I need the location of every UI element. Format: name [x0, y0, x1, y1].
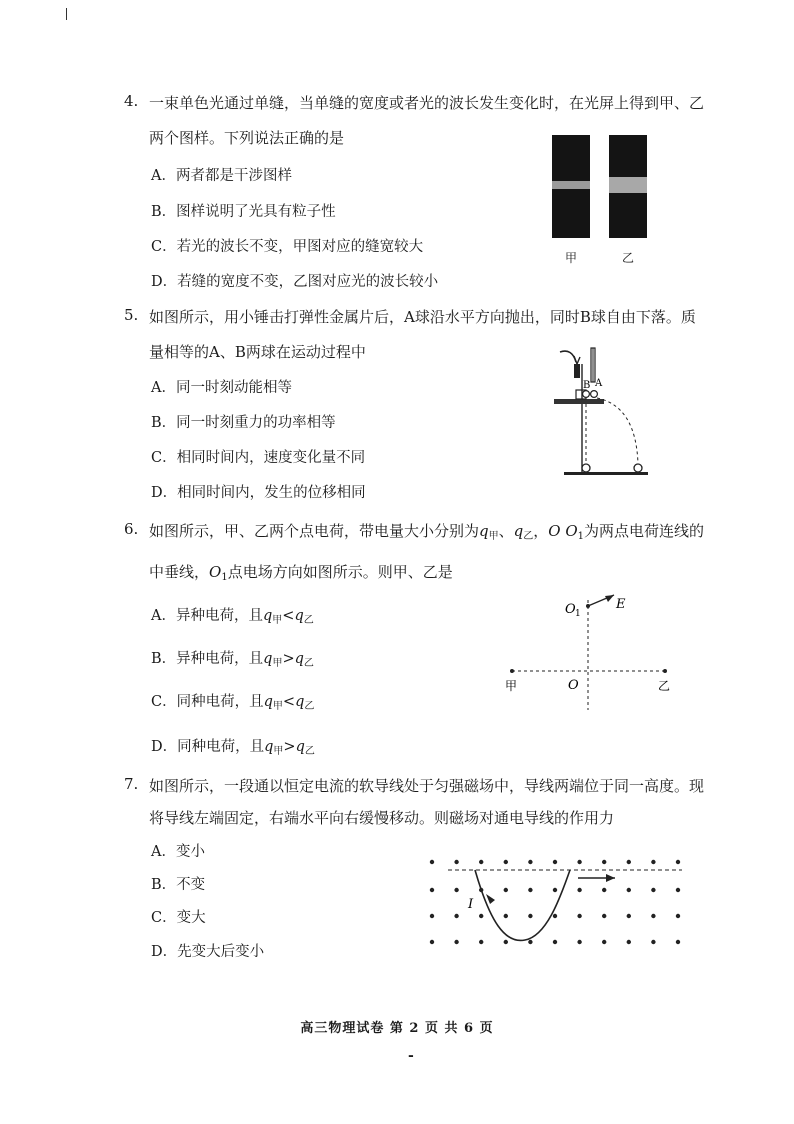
- q4-stem-line1: 一束单色光通过单缝，当单缝的宽度或者光的波长发生变化时，在光屏上得到甲、乙: [149, 94, 705, 112]
- field-dot: [504, 940, 508, 944]
- q6-label-yi: 乙: [658, 679, 671, 693]
- field-dot: [627, 860, 631, 864]
- field-dot: [577, 888, 581, 892]
- q4-option-c: C．若光的波长不变，甲图对应的缝宽较大: [151, 239, 424, 255]
- field-dot: [627, 888, 631, 892]
- q4-label-yi: 乙: [622, 251, 635, 265]
- q5-label-b: B: [583, 380, 591, 391]
- field-dot: [528, 940, 532, 944]
- field-dot: [504, 888, 508, 892]
- q6-number: 6.: [124, 520, 139, 538]
- q4-label-jia: 甲: [565, 251, 578, 265]
- field-dot: [430, 888, 434, 892]
- field-dot: [577, 914, 581, 918]
- q4-pattern-right: [609, 135, 647, 238]
- q7-magnetic-field-figure: [420, 852, 692, 952]
- field-dot: [651, 914, 655, 918]
- q5-option-a: A．同一时刻动能相等: [151, 380, 292, 396]
- field-dot: [454, 860, 458, 864]
- q7-option-a: A．变小: [151, 844, 205, 860]
- field-dot: [454, 914, 458, 918]
- q6-stem-line1: 如图所示，甲、乙两个点电荷，带电量大小分别为$q_甲$、$q_乙$，O $O_1$为两点电荷连线的: [149, 522, 705, 542]
- q4-pattern-left: [552, 135, 590, 238]
- bottom-mark: -: [408, 1048, 414, 1064]
- field-dot: [430, 914, 434, 918]
- q5-apparatus-figure: [550, 342, 650, 484]
- q7-option-b: B．不变: [151, 877, 206, 893]
- field-dot: [602, 940, 606, 944]
- q5-option-d: D．相同时间内，发生的位移相同: [151, 485, 366, 501]
- field-dot: [504, 860, 508, 864]
- field-dot: [602, 914, 606, 918]
- q7-label-current: I: [468, 897, 474, 912]
- field-dot: [528, 914, 532, 918]
- ball-a: [591, 391, 598, 398]
- charge-yi: [663, 669, 667, 673]
- q4-option-b: B．图样说明了光具有粒子性: [151, 204, 336, 220]
- q5-stem-line2: 量相等的A、B两球在运动过程中: [149, 343, 366, 361]
- q7-option-d: D．先变大后变小: [151, 944, 265, 960]
- q4-stem-line2: 两个图样。下列说法正确的是: [149, 129, 345, 147]
- field-dot: [651, 940, 655, 944]
- q6-option-b: B．异种电荷，且$q_甲>q_乙$: [151, 651, 314, 669]
- q6-label-jia: 甲: [505, 679, 518, 693]
- field-dot: [676, 860, 680, 864]
- q6-option-c: C．同种电荷，且$q_甲<q_乙$: [151, 694, 315, 712]
- field-dot: [479, 914, 483, 918]
- q6-option-d: D．同种电荷，且$q_甲>q_乙$: [151, 739, 315, 757]
- field-dot: [651, 888, 655, 892]
- field-dot: [627, 914, 631, 918]
- q6-label-o1: O: [565, 602, 576, 617]
- q4-option-d: D．若缝的宽度不变，乙图对应光的波长较小: [151, 274, 439, 290]
- field-dot: [479, 860, 483, 864]
- current-wire: [475, 870, 570, 940]
- field-dot: [430, 940, 434, 944]
- q6-label-o1-sub: 1: [575, 609, 581, 619]
- field-dot: [577, 940, 581, 944]
- field-dot: [553, 888, 557, 892]
- q5-label-a: A: [595, 378, 603, 389]
- field-dot: [577, 860, 581, 864]
- q7-number: 7.: [124, 775, 139, 793]
- field-dot: [676, 940, 680, 944]
- field-dot: [479, 940, 483, 944]
- field-dot: [602, 888, 606, 892]
- field-dot: [676, 914, 680, 918]
- page-footer: 高三物理试卷 第 2 页 共 6 页: [300, 1021, 494, 1036]
- q6-charge-figure: [500, 588, 680, 713]
- field-dot: [651, 860, 655, 864]
- field-dot: [430, 860, 434, 864]
- field-dot: [553, 940, 557, 944]
- q4-number: 4.: [124, 92, 139, 110]
- page-edge-mark: [66, 8, 67, 20]
- field-dot: [528, 888, 532, 892]
- q5-number: 5.: [124, 306, 139, 324]
- q7-stem-line2: 将导线左端固定，右端水平向右缓慢移动。则磁场对通电导线的作用力: [149, 809, 615, 827]
- field-dot: [504, 914, 508, 918]
- field-dot: [553, 914, 557, 918]
- field-dot: [676, 888, 680, 892]
- ball-b: [583, 391, 590, 398]
- q5-stem-line1: 如图所示，用小锤击打弹性金属片后，A球沿水平方向抛出，同时B球自由下落。质: [149, 308, 696, 326]
- q6-label-e: E: [616, 597, 626, 612]
- q5-option-c: C．相同时间内，速度变化量不同: [151, 450, 366, 466]
- field-dot: [602, 860, 606, 864]
- field-dot: [627, 940, 631, 944]
- field-dot: [528, 860, 532, 864]
- q6-stem-line2: 中垂线，$O_1$点电场方向如图所示。则甲、乙是: [149, 563, 453, 583]
- field-dot: [454, 888, 458, 892]
- q5-option-b: B．同一时刻重力的功率相等: [151, 415, 336, 431]
- q4-option-a: A．两者都是干涉图样: [151, 168, 292, 184]
- field-dot: [454, 940, 458, 944]
- charge-jia: [510, 669, 514, 673]
- q6-option-a: A．异种电荷，且$q_甲<q_乙$: [151, 608, 314, 626]
- q7-option-c: C．变大: [151, 910, 206, 926]
- q6-label-o: O: [568, 678, 579, 693]
- q7-stem-line1: 如图所示，一段通以恒定电流的软导线处于匀强磁场中，导线两端位于同一高度。现: [149, 777, 705, 795]
- field-dot: [553, 860, 557, 864]
